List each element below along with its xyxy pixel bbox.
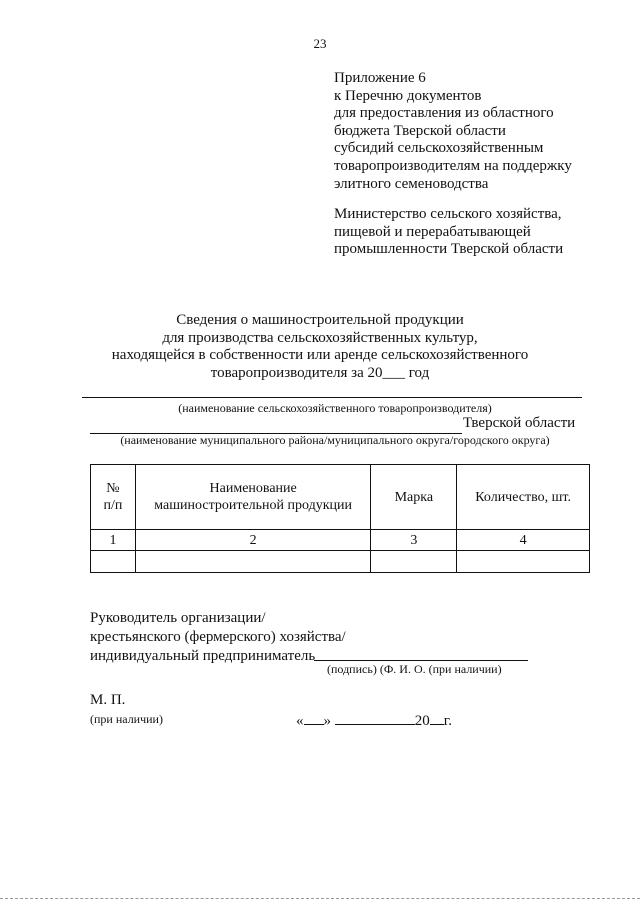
appendix-line: Приложение 6: [334, 70, 426, 86]
ministry-line: пищевой и перерабатывающей: [334, 223, 531, 240]
date-day-blank[interactable]: [304, 710, 324, 725]
document-title: [60, 312, 580, 382]
header-brand: Марка: [371, 465, 457, 530]
scan-edge-divider: [0, 898, 640, 899]
empty-cell[interactable]: [135, 551, 371, 573]
appendix-line: к Перечню документов: [334, 87, 482, 104]
header-quantity: Количество, шт.: [457, 465, 590, 530]
date-close-quote: »: [323, 713, 331, 729]
signatory-block: [90, 609, 346, 666]
numbering-cell: 1: [91, 530, 136, 551]
header-number: № п/п: [91, 465, 136, 530]
signatory-line: Руководитель организации/: [90, 610, 266, 626]
date-open-quote: «: [296, 713, 304, 729]
empty-cell[interactable]: [91, 551, 136, 573]
producer-caption: (наименование сельскохозяйственного товаропроизводителя): [178, 401, 492, 415]
signatory-line: крестьянского (фермерского) хозяйства/: [90, 629, 346, 645]
ministry-line: Министерство сельского хозяйства,: [334, 206, 562, 222]
empty-cell[interactable]: [457, 551, 590, 573]
machinery-table: [90, 464, 590, 573]
appendix-header: [334, 70, 572, 193]
title-line: для производства сельскохозяйственных культур,: [162, 329, 478, 346]
appendix-line: товаропроизводителям на поддержку: [334, 157, 572, 174]
title-line: товаропроизводителя за 20___ год: [210, 364, 430, 381]
producer-name-line[interactable]: [82, 397, 582, 398]
header-product-name: Наименование машиностроительной продукции: [135, 465, 371, 530]
title-line: находящейся в собственности или аренде сельскохозяйственного: [111, 347, 529, 364]
table-header-row: [91, 465, 590, 530]
ministry-addressee: [334, 206, 563, 259]
appendix-line: для предоставления из областного: [334, 105, 554, 122]
appendix-line: бюджета Тверской области: [334, 122, 506, 139]
date-month-blank[interactable]: [335, 710, 415, 725]
signature-line[interactable]: [314, 660, 528, 661]
stamp-label: М. П.: [90, 692, 126, 708]
title-line: Сведения о машиностроительной продукции: [176, 312, 464, 328]
date-field: [296, 710, 452, 730]
date-year-blank[interactable]: [430, 710, 444, 725]
municipality-caption: (наименование муниципального района/муниципального округа/городского округа): [120, 433, 550, 447]
table-row: [91, 551, 590, 573]
empty-cell[interactable]: [371, 551, 457, 573]
page-number: 23: [313, 36, 327, 51]
appendix-line: элитного семеноводства: [334, 175, 489, 192]
numbering-cell: 3: [371, 530, 457, 551]
signatory-line: индивидуальный предприниматель: [90, 648, 316, 664]
appendix-line: субсидий сельскохозяйственным: [334, 140, 544, 157]
ministry-line: промышленности Тверской области: [334, 241, 564, 258]
date-suffix: г.: [443, 713, 452, 729]
signature-caption: (подпись) (Ф. И. О. (при наличии): [327, 662, 502, 676]
stamp-note: (при наличии): [90, 712, 163, 726]
date-year-prefix: 20: [414, 713, 430, 729]
numbering-cell: 2: [135, 530, 371, 551]
region-text: Тверской области: [463, 415, 576, 431]
table-numbering-row: [91, 530, 590, 551]
numbering-cell: 4: [457, 530, 590, 551]
